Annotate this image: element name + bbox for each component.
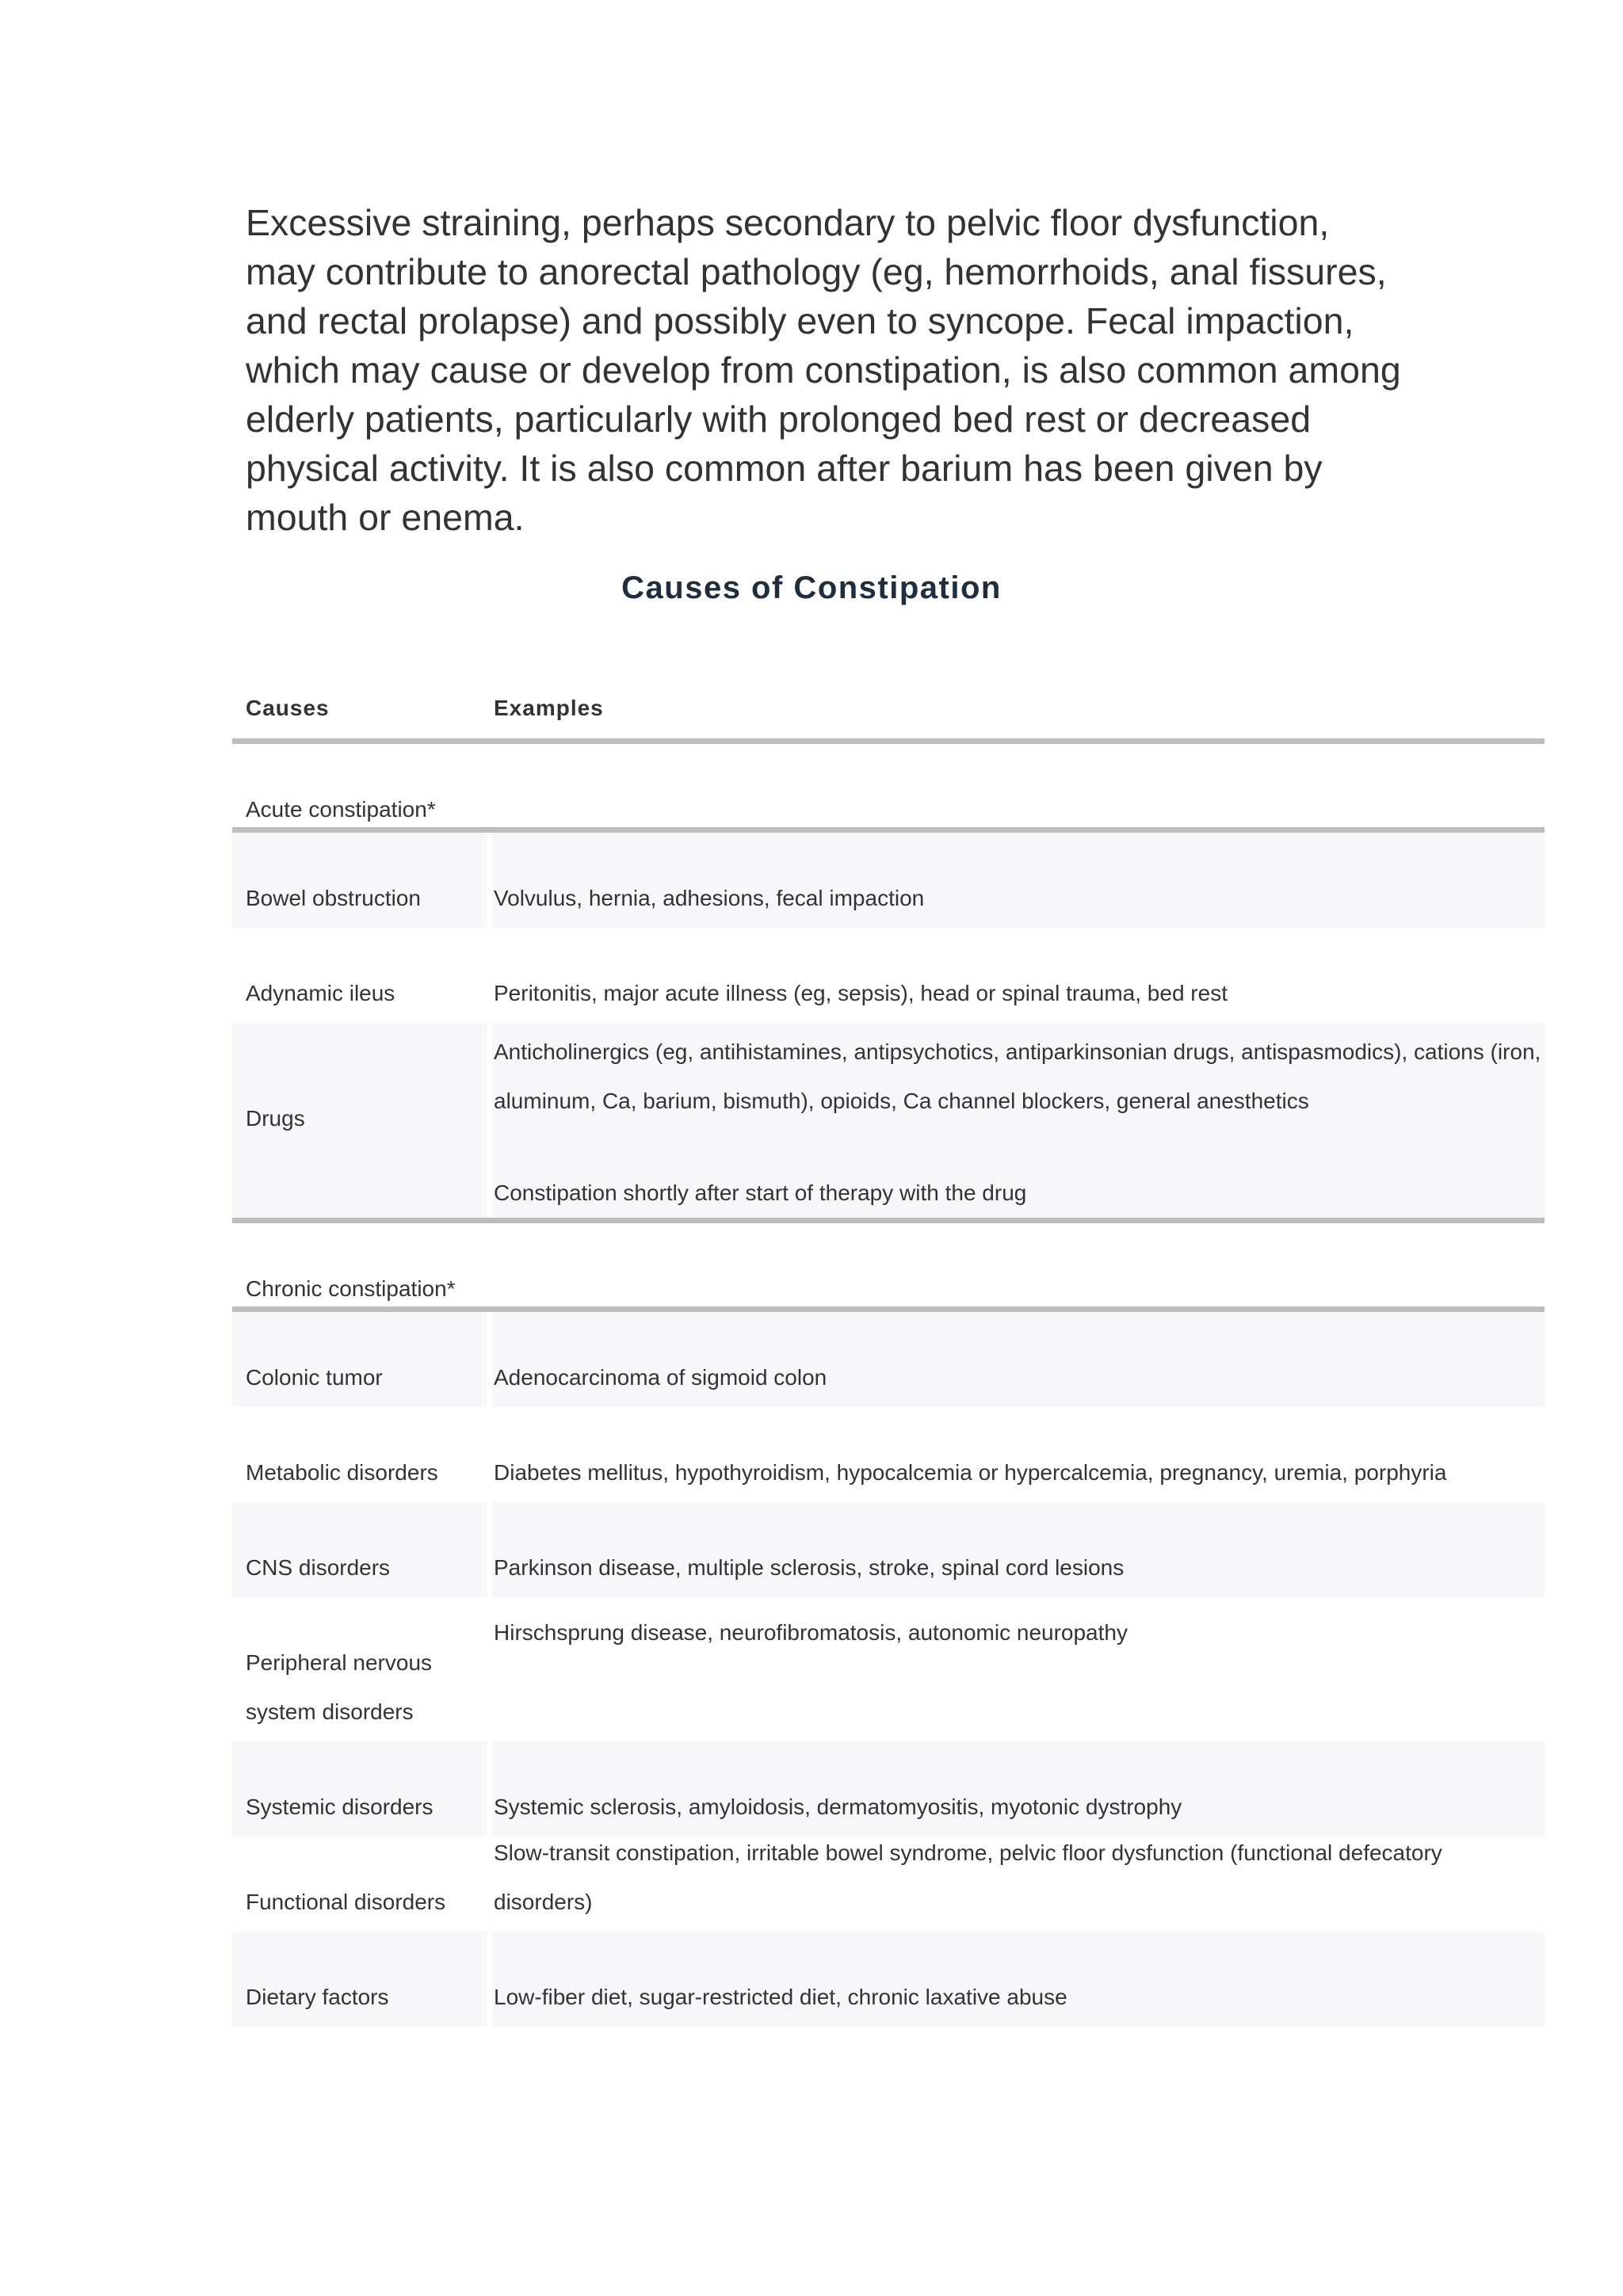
table-row (232, 928, 1545, 1023)
cause-cell (232, 833, 487, 928)
table-title: Causes of Constipation (621, 570, 1002, 605)
header-causes: Causes (246, 696, 330, 720)
examples-text: Low-fiber diet, sugar-restricted diet, chronic laxative abuse (494, 1985, 1067, 2009)
examples-cell (492, 928, 1545, 1023)
examples-cell (492, 1312, 1545, 1407)
table-row (232, 1836, 1545, 1932)
examples-text: Diabetes mellitus, hypothyroidism, hypocalcemia or hypercalcemia, pregnancy, uremia, porphyria (494, 1460, 1447, 1485)
examples-text: Systemic sclerosis, amyloidosis, dermatomyositis, myotonic dystrophy (494, 1794, 1182, 1819)
table-row (232, 1502, 1545, 1597)
cause-text: Dietary factors (246, 1985, 389, 2009)
examples-text: Adenocarcinoma of sigmoid colon (494, 1365, 827, 1390)
examples-text: Anticholinergics (eg, antihistamines, antipsychotics, antiparkinsonian drugs, antispasmodics), cations (iron, aluminum, Ca, barium, bismuth), opioids, Ca channel blockers, general anesthetics (494, 1039, 1541, 1113)
cause-text: Adynamic ileus (246, 981, 395, 1005)
section-title: Acute constipation* (246, 797, 436, 822)
section-title: Chronic constipation* (246, 1276, 456, 1301)
examples-text: Slow-transit constipation, irritable bowel syndrome, pelvic floor dysfunction (functional defecatory disorders) (494, 1840, 1442, 1914)
examples-cell (492, 1023, 1545, 1218)
examples-cell (492, 1741, 1545, 1836)
examples-text: Volvulus, hernia, adhesions, fecal impaction (494, 886, 925, 910)
cause-text: Metabolic disorders (246, 1460, 438, 1485)
cause-cell (232, 1836, 487, 1932)
table-row (232, 1407, 1545, 1502)
table-row (232, 1932, 1545, 2027)
cause-text: Bowel obstruction (246, 886, 422, 910)
cause-text: Systemic disorders (246, 1794, 433, 1819)
examples-cell (492, 1407, 1545, 1502)
examples-cell (492, 1836, 1545, 1932)
cause-text: Colonic tumor (246, 1365, 383, 1390)
cause-cell (232, 1741, 487, 1836)
cause-text: Drugs (246, 1106, 305, 1131)
cause-cell (232, 1502, 487, 1597)
cause-cell (232, 1597, 487, 1741)
table-header-row (232, 683, 1545, 744)
cause-cell (232, 1023, 487, 1218)
table-row (232, 1023, 1545, 1223)
section-chronic (232, 1223, 1545, 1312)
table-row (232, 1312, 1545, 1407)
table-row (232, 1597, 1545, 1741)
intro-paragraph: Excessive straining, perhaps secondary to pelvic floor dysfunction, may contribute to anorectal pathology (eg, hemorrhoids, anal fissures, and rectal prolapse) and possibly even to syncope. Fecal impaction, which may cause or develop from constipation, is also common among elderly patients, particularly with prolonged bed rest or decreased physical activity. It is also common after barium has been given by mouth or enema. (246, 202, 1401, 538)
section-acute (232, 744, 1545, 833)
cause-cell (232, 1407, 487, 1502)
cause-text: CNS disorders (246, 1555, 391, 1580)
table-row (232, 1741, 1545, 1836)
table-row (232, 833, 1545, 928)
header-examples: Examples (494, 696, 604, 720)
examples-note: Constipation shortly after start of therapy with the drug (494, 1180, 1027, 1205)
examples-text: Parkinson disease, multiple sclerosis, stroke, spinal cord lesions (494, 1555, 1125, 1580)
examples-text: Peritonitis, major acute illness (eg, sepsis), head or spinal trauma, bed rest (494, 981, 1228, 1005)
examples-cell (492, 1932, 1545, 2027)
causes-table (232, 683, 1545, 2027)
examples-text: Hirschsprung disease, neurofibromatosis, autonomic neuropathy (494, 1620, 1128, 1645)
examples-cell (492, 833, 1545, 928)
cause-cell (232, 928, 487, 1023)
cause-cell (232, 1312, 487, 1407)
cause-cell (232, 1932, 487, 2027)
examples-cell (492, 1502, 1545, 1597)
cause-text: Peripheral nervous system disorders (246, 1650, 433, 1724)
examples-cell (492, 1597, 1545, 1741)
cause-text: Functional disorders (246, 1890, 446, 1914)
